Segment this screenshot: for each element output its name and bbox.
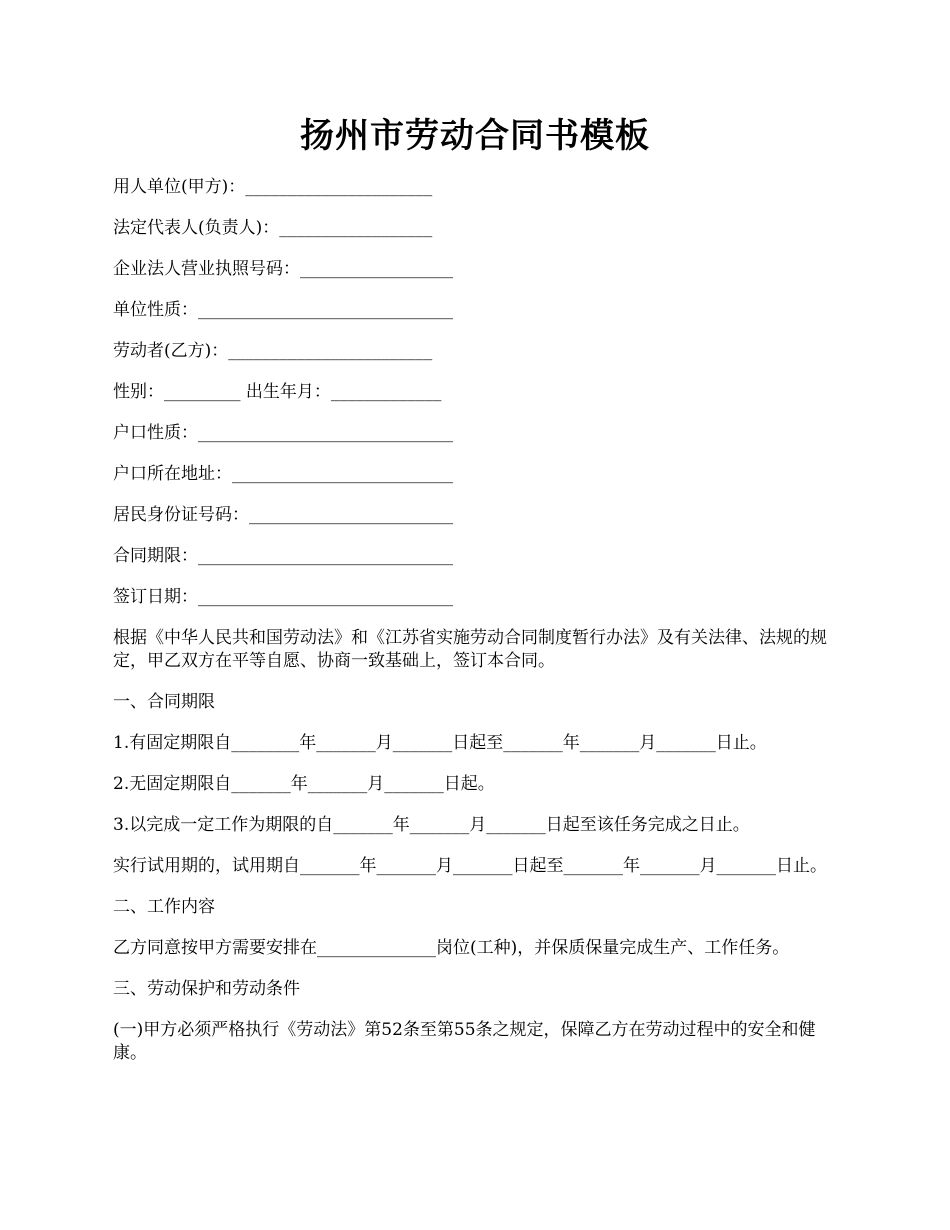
work-content-paragraph: 乙方同意按甲方需要安排在______________岗位(工种)，并保质保量完成生产、工作任务。 <box>113 938 790 958</box>
field-household-address: 户口所在地址：__________________________ <box>113 464 453 484</box>
field-household-type: 户口性质：______________________________ <box>113 423 453 443</box>
document-body <box>113 176 843 1083</box>
field-signing-date: 签订日期：______________________________ <box>113 587 453 607</box>
field-unit-nature: 单位性质：______________________________ <box>113 300 453 320</box>
field-employee: 劳动者(乙方)：________________________ <box>113 341 433 361</box>
section-heading-work-content: 二、工作内容 <box>113 897 215 917</box>
field-id-number: 居民身份证号码：________________________ <box>113 505 453 525</box>
intro-paragraph: 根据《中华人民共和国劳动法》和《江苏省实施劳动合同制度暂行办法》及有关法律、法规的规定，甲乙双方在平等自愿、协商一致基础上，签订本合同。 <box>113 628 827 671</box>
field-contract-term: 合同期限：______________________________ <box>113 546 453 566</box>
term-task-based: 3.以完成一定工作为期限的自_______年_______月_______日起至该任务完成之日止。 <box>113 815 750 835</box>
term-open-ended: 2.无固定期限自_______年_______月_______日起。 <box>113 774 495 794</box>
document-title: 扬州市劳动合同书模板 <box>300 116 650 156</box>
section-heading-contract-term: 一、合同期限 <box>113 692 215 712</box>
field-gender-birth: 性别：_________ 出生年月：_____________ <box>113 382 442 402</box>
section-heading-labor-protection: 三、劳动保护和劳动条件 <box>113 979 300 999</box>
labor-protection-paragraph: (一)甲方必须严格执行《劳动法》第52条至第55条之规定，保障乙方在劳动过程中的安全和健康。 <box>113 1020 816 1063</box>
term-fixed-period: 1.有固定期限自________年_______月_______日起至_______年_______月_______日止。 <box>113 733 767 753</box>
field-employer: 用人单位(甲方)：______________________ <box>113 177 433 197</box>
field-legal-representative: 法定代表人(负责人)：__________________ <box>113 218 433 238</box>
field-business-license-number: 企业法人营业执照号码：__________________ <box>113 259 453 279</box>
probation-period: 实行试用期的，试用期自_______年_______月_______日起至_______年_______月_______日止。 <box>113 856 827 876</box>
